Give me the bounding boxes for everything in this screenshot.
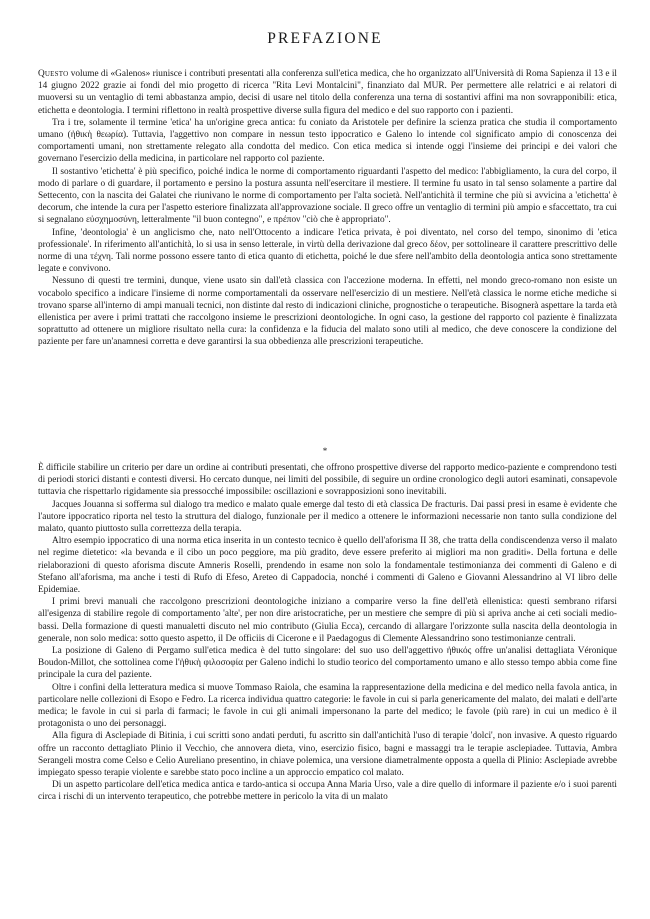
paragraph: Di un aspetto particolare dell'etica medica antica e tardo-antica si occupa Anna Maria Urso, vale a dire quello di informare il paziente e/o i suoi parenti circa i rischi di un intervento terapeutico, che potrebbe mettere in pericolo la vita di un malato <box>38 780 617 803</box>
paragraph: Nessuno di questi tre termini, dunque, viene usato sin dall'età classica con l'accezione moderna. In effetti, nel mondo greco-romano non esiste un vocabolo specifico a indicare l'insieme di norme comportamentali da osservare nell'esercizio di un mestiere. Nell'età classica le norme etiche mediche si trovano sparse all'interno di ampi manuali tecnici, non distinte dal resto di indicazioni cliniche, prognostiche o terapeutiche. Bisognerà aspettare la tarda età ellenistica per avere i primi trattati che raccolgono insieme le prescrizioni deontologiche. In ogni caso, la gestione del rapporto col paziente è finalizzata soprattutto ad ottenere un migliore risultato nella cura: la confidenza e la fiducia del malato sono utili al medico, che deve conoscere la condizione del paziente per fare un'anamnesi corretta e deve garantirsi la sua obbedienza alle prescrizioni terapeutiche. <box>38 276 617 348</box>
section-separator: * <box>322 446 328 456</box>
preface-section-1 <box>38 68 617 349</box>
paragraph-lead: Questo <box>38 69 69 79</box>
paragraph <box>38 68 617 117</box>
preface-section-2 <box>38 462 617 804</box>
paragraph: Oltre i confini della letteratura medica si muove Tommaso Raiola, che esamina la rappresentazione della medicina e del medico nella favola antica, in particolare nelle collezioni di Esopo e Fedro. La ricerca individua quattro categorie: le favole in cui si parla genericamente del malato, dei malati e dell'arte medica; le favole in cui si parla di farmaci; le favole in cui gli animali impersonano la parte del medico; le favole (più rare) in cui un medico è il protagonista o uno dei personaggi. <box>38 682 617 730</box>
paragraph-text: volume di «Galenos» riunisce i contributi presentati alla conferenza sull'etica medica, che ho organizzato all'Università di Roma Sapienza il 13 e il 14 giugno 2022 grazie ai fondi del mio progetto di ricerca "Rita Levi Montalcini", finanziato dal MUR. Per permettere alle relatrici e ai relatori di muoversi su un ventaglio di temi abbastanza ampio, decisi di usare nel titolo della conferenza una terna di sostantivi affini ma non sovrapponibili: etica, etichetta e deontologia. I termini riflettono in realtà prospettive diverse sulla figura del medico e del suo rapporto con i pazienti. <box>38 69 617 116</box>
paragraph: Il sostantivo 'etichetta' è più specifico, poiché indica le norme di comportamento riguardanti l'aspetto del medico: l'abbigliamento, la cura del corpo, il modo di parlare o di guardare, il portamento e persino la postura assunta nell'esercitare il mestiere. Il termine fu usato in tal senso solamente a partire dal Settecento, con la nascita dei Galatei che riunivano le norme di comportamento per l'alta società. Nell'antichità il termine che più si avvicina a 'etichetta' è decorum, che intende la cura per l'aspetto esteriore finalizzata all'approvazione sociale. Il greco offre un ventaglio di termini più ampio e sfaccettato, tra cui si segnalano εὐσχημοσύνη, letteralmente "il buon contegno", e πρέπον "ciò che è appropriato". <box>38 166 617 226</box>
paragraph: La posizione di Galeno di Pergamo sull'etica medica è del tutto singolare: del suo uso dell'aggettivo ἠθικός offre un'analisi dettagliata Véronique Boudon-Millot, che sottolinea come l'ἠθικὴ φιλοσοφία per Galeno indichi lo studio teorico del comportamento umano e allo stesso tempo abbia come fine principale la cura del paziente. <box>38 646 617 681</box>
paragraph: Infine, 'deontologia' è un anglicismo che, nato nell'Ottocento a indicare l'etica privata, è poi diventato, nel corso del tempo, sinonimo di 'etica professionale'. In riferimento all'antichità, lo si usa in senso letterale, in virtù della derivazione dal greco δέον, per sottolineare il carattere prescrittivo delle norme di una τέχνη. Tali norme possono essere tanto di etica quanto di etichetta, poiché le due sfere nell'ambito della deontologia antica sono strettamente legate e convivono. <box>38 227 617 275</box>
page-title: PREFAZIONE <box>267 30 383 47</box>
paragraph: È difficile stabilire un criterio per dare un ordine ai contributi presentati, che offrono prospettive diverse del rapporto medico-paziente e comprendono testi di periodi storici distanti e contesti diversi. Ho cercato dunque, nei limiti del possibile, di seguire un ordine cronologico degli autori esaminati, consapevole tuttavia che rispettarlo rigidamente sia pressocché impossibile: oscillazioni e sovrapposizioni sono inevitabili. <box>38 463 617 498</box>
paragraph: Alla figura di Asclepiade di Bitinia, i cui scritti sono andati perduti, fu ascritto sin dall'antichità l'uso di terapie 'dolci', non invasive. A questo riguardo offre un racconto dettagliato Plinio il Vecchio, che annovera dieta, vino, esercizio fisico, bagni e massaggi tra le terapie asclepiadee. Tuttavia, Ambra Serangeli mostra come Celso e Celio Aureliano presentino, in chiave polemica, una versione diametralmente opposta a quella di Plinio: Asclepiade avrebbe impiegato spesso terapie violente e sarebbe stato poco incline a un approccio empatico col malato. <box>38 731 617 779</box>
paragraph: Altro esempio ippocratico di una norma etica inserita in un contesto tecnico è quello dell'aforisma II 38, che tratta della condiscendenza verso il malato nel regime dietetico: «la bevanda e il cibo un poco peggiore, ma più gradito, deve essere preferito ai migliori ma non graditi». Della fortuna e delle rielaborazioni di questo aforisma discute Amneris Roselli, prendendo in esame non solo la fondamentale testimonianza dei commenti di Galeno e di Stefano all'aforisma, ma anche i testi di Rufo di Efeso, Areteo di Cappadocia, nonché i commenti di Galeno e Giovanni Alessandrino al VI libro delle Epidemiae. <box>38 536 617 596</box>
paragraph: Jacques Jouanna si sofferma sul dialogo tra medico e malato quale emerge dal testo di età classica De fracturis. Dai passi presi in esame è evidente che l'autore ippocratico riporta nel testo la struttura del dialogo, funzionale per il medico a ottenere le informazioni necessarie non tanto sulla condizione del malato, quanto piuttosto sulla correttezza della terapia. <box>38 499 617 535</box>
paragraph: I primi brevi manuali che raccolgono prescrizioni deontologiche iniziano a comparire verso la fine dell'età ellenistica: questi sembrano rifarsi all'esigenza di stabilire regole di comportamento 'alte', per non dire aristocratiche, per un mestiere che sempre di più si apriva anche ai ceti sociali medio-bassi. Della formazione di questi manualetti discuto nel mio contributo (Giulia Ecca), cercando di allargare l'orizzonte sulla nascita della deontologia in generale, non solo medica: sotto questo aspetto, il De officiis di Cicerone e il Paedagogus di Clemente Alessandrino sono testimonianze centrali. <box>38 597 617 644</box>
paragraph: Tra i tre, solamente il termine 'etica' ha un'origine greca antica: fu coniato da Aristotele per definire la scienza pratica che studia il comportamento umano (ἠθικὴ θεωρία). Tuttavia, l'aggettivo non compare in nessun testo ippocratico e Galeno lo intende col significato ampio di conoscenza dei comportamenti umani, non strettamente relegato alla condotta del medico. Con etica medica si intende oggi l'insieme dei principi e dei valori che governano l'esercizio della medicina, in particolare nel rapporto col paziente. <box>38 117 617 165</box>
